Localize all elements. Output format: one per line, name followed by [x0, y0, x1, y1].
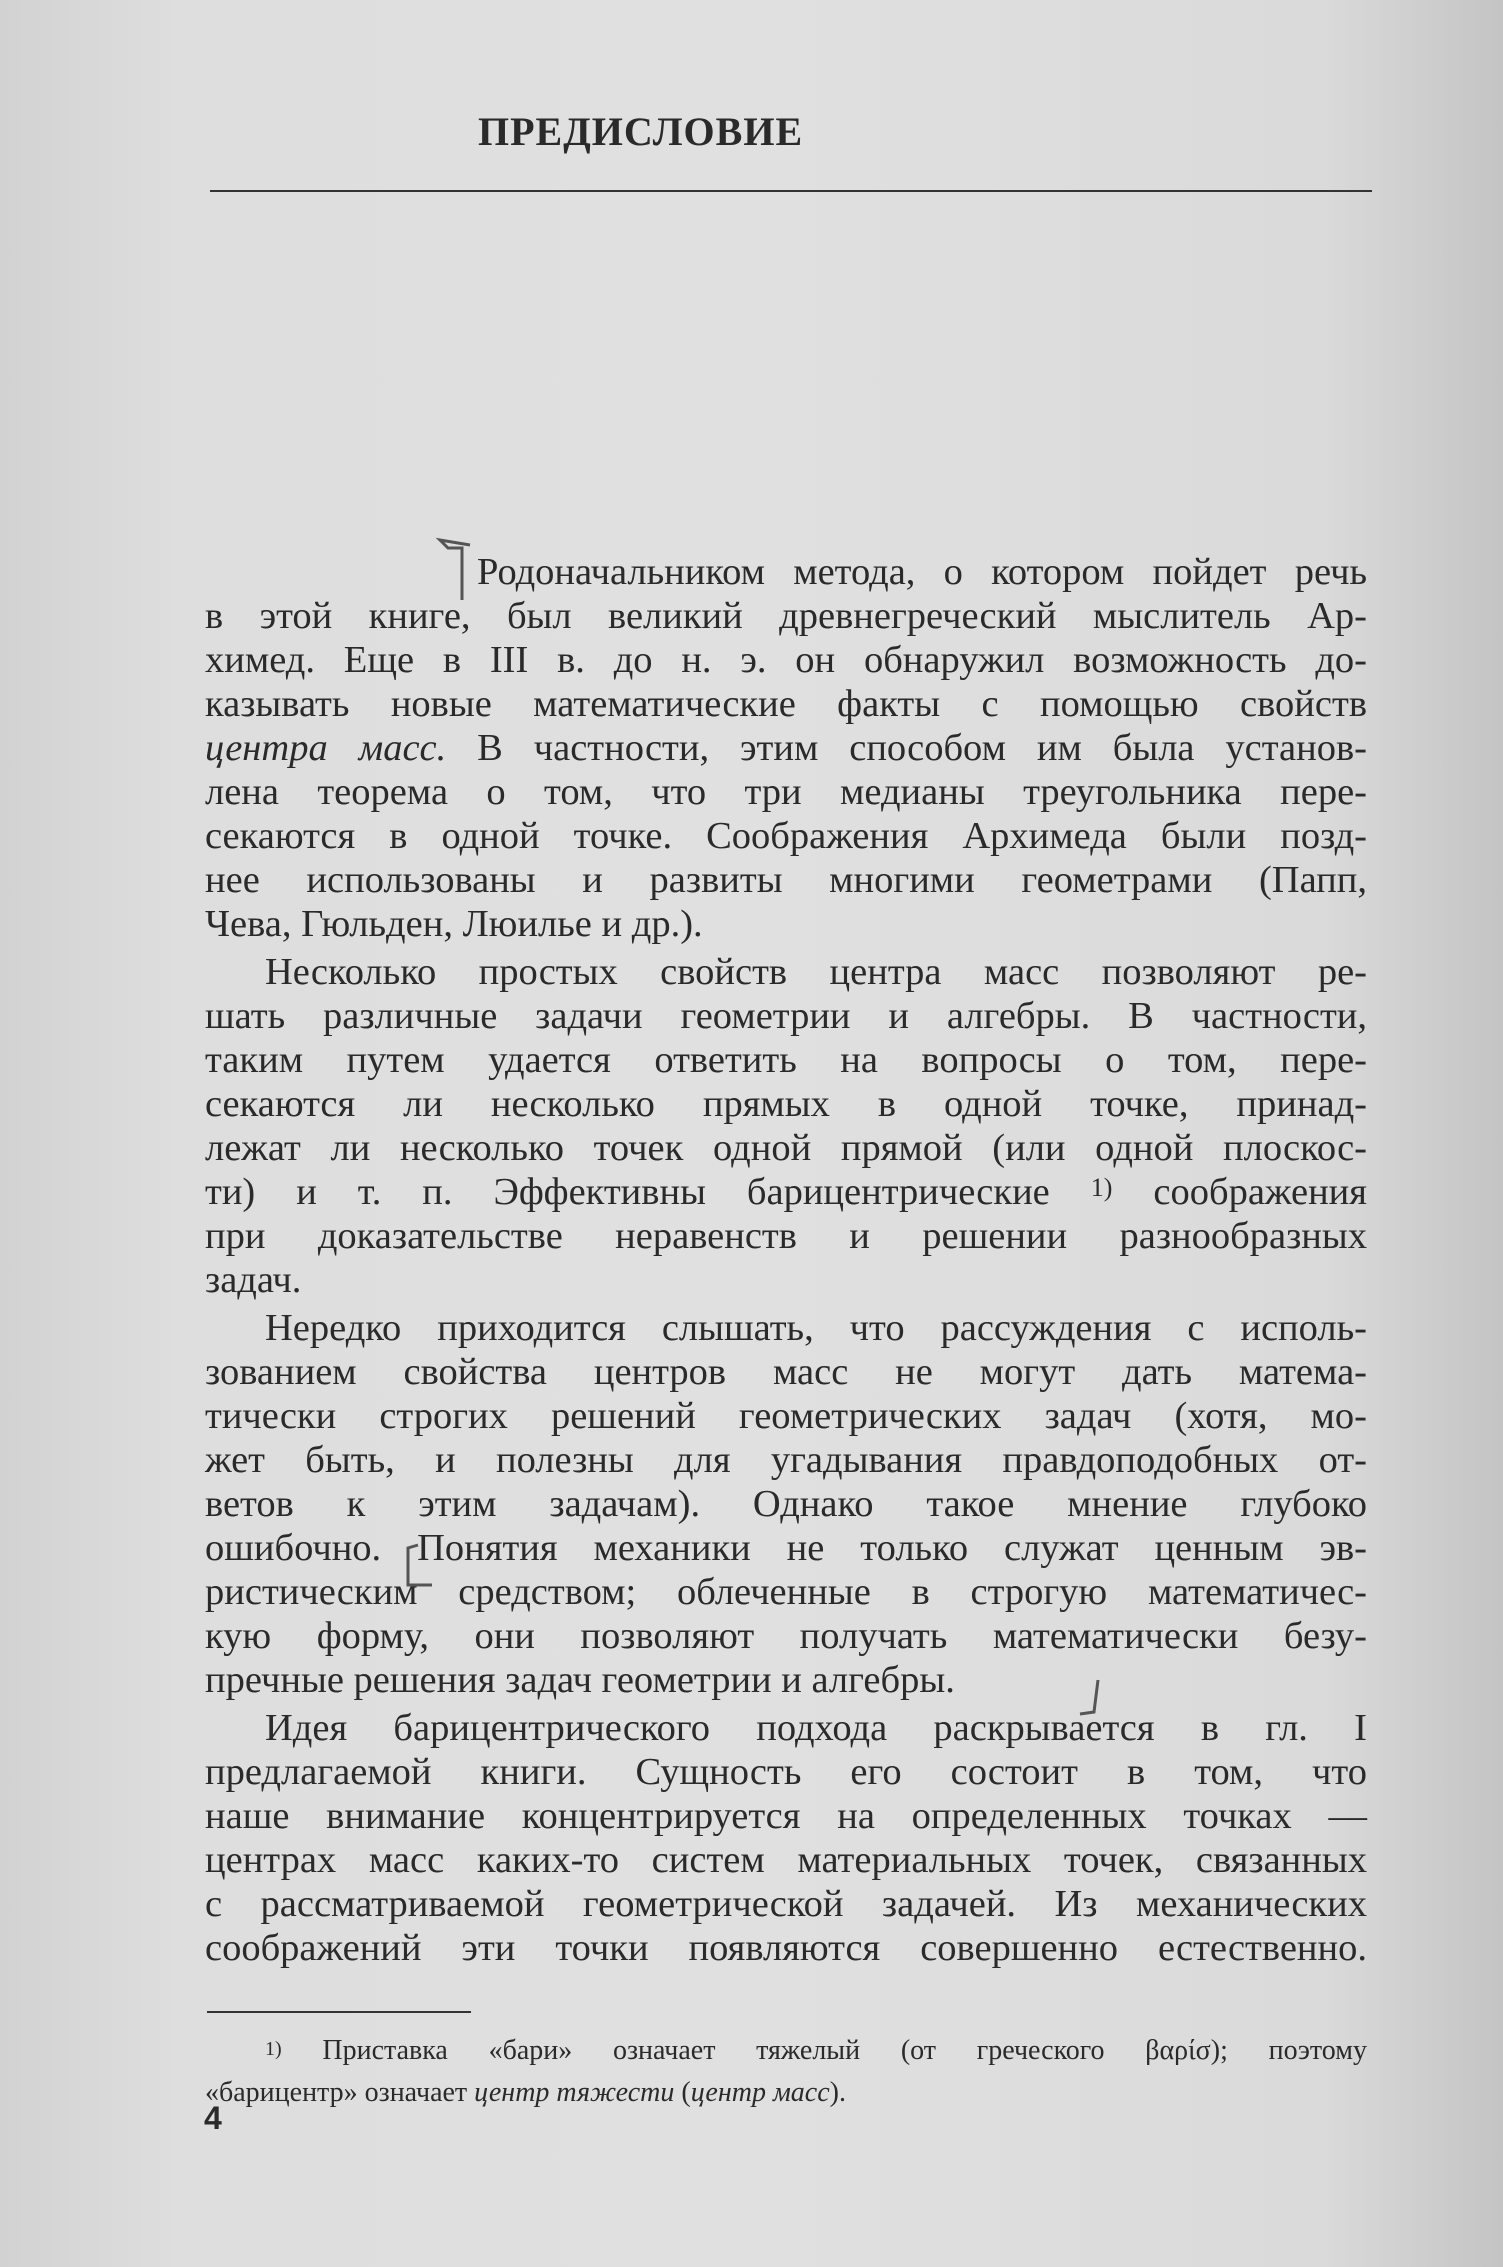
footnote-line-1 — [205, 2030, 1367, 2072]
p2-line-5: лежат ли несколько точек одной прямой (или одной плоскос- — [205, 1127, 1367, 1169]
p4-line-1: Идея барицентрического подхода раскрывается в гл. I — [265, 1707, 1367, 1749]
p1-line-9: Чева, Гюльден, Люилье и др.). — [205, 903, 703, 945]
p3-line-4: жет быть, и полезны для угадывания правдоподобных от- — [205, 1439, 1367, 1481]
footnote-term-gravity: центр тяжести — [474, 2077, 675, 2108]
p1-line-3: химед. Еще в III в. до н. э. он обнаружил возможность до- — [205, 639, 1367, 681]
p1-line-5-rest: В частности, этим способом им была установ- — [446, 727, 1367, 769]
footnote-mark: 1) — [265, 2038, 282, 2060]
p4-line-4: центрах масс каких-то систем материальных точек, связанных — [205, 1839, 1367, 1881]
paragraph-2 — [205, 950, 1367, 1302]
p2-line-8: задач. — [205, 1259, 302, 1301]
p2-line-6 — [205, 1170, 1367, 1214]
p4-line-6: соображений эти точки появляются совершенно естественно. — [205, 1927, 1367, 1969]
center-of-mass-term: центра масс. — [205, 727, 447, 769]
p4-line-5: с рассматриваемой геометрической задачей. Из механических — [205, 1883, 1367, 1925]
footnote — [205, 2030, 1367, 2114]
p4-line-2: предлагаемой книги. Сущность его состоит в том, что — [205, 1751, 1367, 1793]
footnote-term-mass: центр масс — [690, 2077, 830, 2108]
footnote-rule — [207, 2011, 471, 2013]
body-text — [205, 550, 1367, 1970]
paragraph-1 — [205, 550, 1367, 946]
paragraph-4 — [205, 1706, 1367, 1970]
p3-line-2: зованием свойства центров масс не могут дать матема- — [205, 1351, 1367, 1393]
footnote-line-2-e: ). — [829, 2077, 846, 2108]
p1-line-5 — [205, 726, 1367, 770]
p2-line-6-tail: соображения — [1112, 1171, 1367, 1213]
p2-line-2: шать различные задачи геометрии и алгебры. В частности, — [205, 995, 1367, 1037]
p3-line-6: ошибочно. Понятия механики не только служат ценным эв- — [205, 1527, 1367, 1569]
footnote-ref-mark: 1) — [1090, 1173, 1113, 1202]
footnote-line-2 — [205, 2072, 1367, 2114]
p2-line-6-text: ти) и т. п. Эффективны барицентрические — [205, 1171, 1091, 1213]
p3-line-9: пречные решения задач геометрии и алгебры. — [205, 1659, 955, 1701]
p3-line-8: кую форму, они позволяют получать математически безу- — [205, 1615, 1367, 1657]
page-number: 4 — [204, 2100, 222, 2136]
p1-line-2: в этой книге, был великий древнегреческий мыслитель Ар- — [205, 595, 1367, 637]
p3-line-7: ристическим средством; облеченные в строгую математичес- — [205, 1571, 1367, 1613]
p2-line-1: Несколько простых свойств центра масс позволяют ре- — [265, 951, 1367, 993]
footnote-line-1-text: Приставка «бари» означает тяжелый (от греческого βαρίσ); поэтому — [281, 2035, 1367, 2066]
p3-line-5: ветов к этим задачам). Однако такое мнение глубоко — [205, 1483, 1367, 1525]
p3-line-1: Нередко приходится слышать, что рассуждения с исполь- — [265, 1307, 1367, 1349]
footnote-line-2-a: «барицентр» означает — [205, 2077, 475, 2108]
p2-line-3: таким путем удается ответить на вопросы о том, пере- — [205, 1039, 1367, 1081]
p2-line-7: при доказательстве неравенств и решении разнообразных — [205, 1215, 1367, 1257]
page-heading: ПРЕДИСЛОВИЕ — [478, 109, 804, 154]
p3-line-3: тически строгих решений геометрических задач (хотя, мо- — [205, 1395, 1367, 1437]
p1-line-6: лена теорема о том, что три медианы треугольника пере- — [205, 771, 1367, 813]
p1-line-7: секаются в одной точке. Соображения Архимеда были позд- — [205, 815, 1367, 857]
p1-line-1: Родоначальником метода, о котором пойдет речь — [477, 551, 1367, 593]
paragraph-3 — [205, 1306, 1367, 1702]
p2-line-4: секаются ли несколько прямых в одной точке, принад- — [205, 1083, 1367, 1125]
footnote-line-2-c: ( — [674, 2077, 691, 2108]
p1-line-4: казывать новые математические факты с помощью свойств — [205, 683, 1367, 725]
p4-line-3: наше внимание концентрируется на определенных точках — — [205, 1795, 1367, 1837]
p1-line-8: нее использованы и развиты многими геометрами (Папп, — [205, 859, 1367, 901]
